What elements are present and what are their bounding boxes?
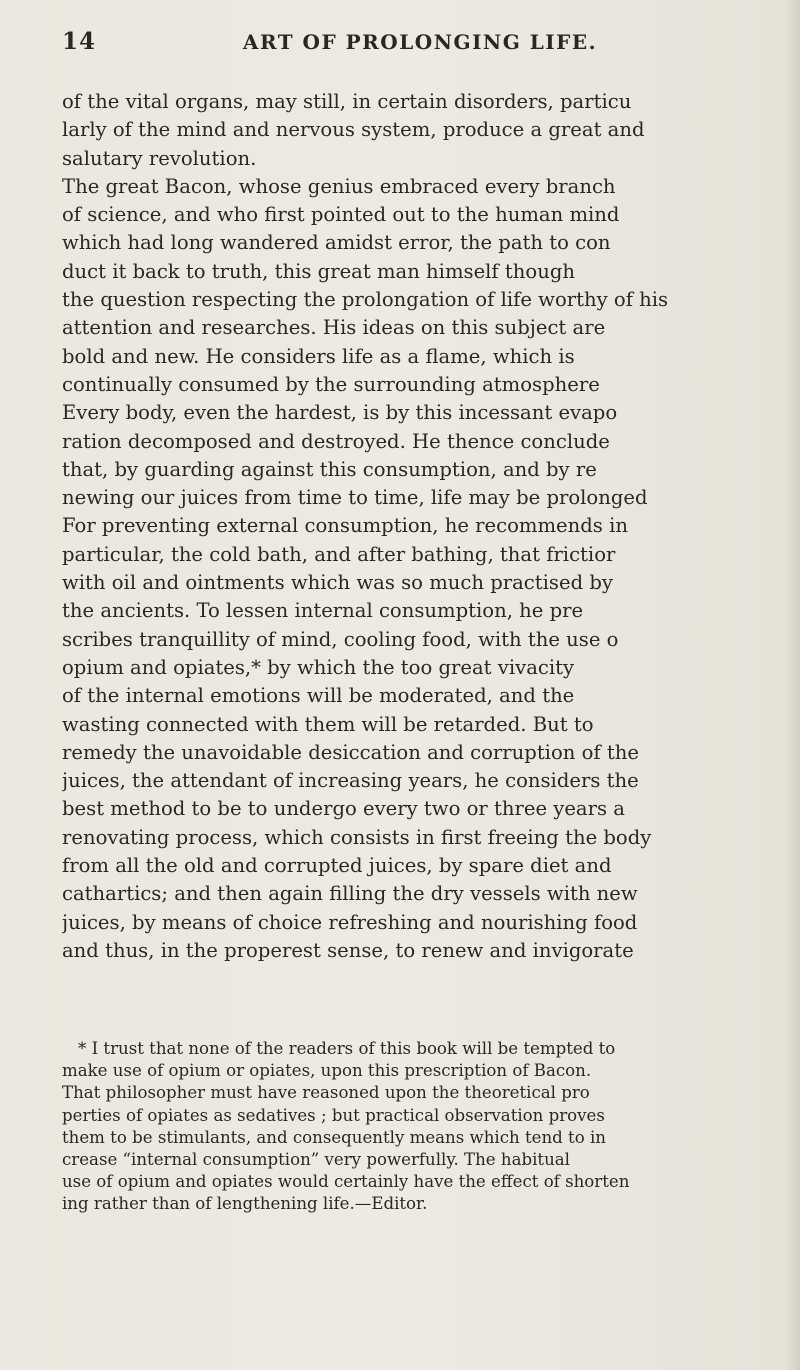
text-line: duct it back to truth, this great man himself though [62, 259, 575, 283]
text-line: larly of the mind and nervous system, produce a great and [62, 118, 645, 142]
footnote-line: use of opium and opiates would certainly have the effect of shorten [62, 1172, 630, 1192]
text-line: newing our juices from time to time, life may be prolonged [62, 486, 648, 510]
text-line: renovating process, which consists in first freeing the body [62, 825, 652, 849]
text-line: Every body, even the hardest, is by this incessant evapo [62, 401, 618, 425]
text-line: from all the old and corrupted juices, by spare diet and [62, 854, 612, 878]
text-line: continually consumed by the surrounding atmosphere [62, 372, 600, 396]
text-line: wasting connected with them will be retarded. But to [62, 712, 594, 736]
text-line: which had long wandered amidst error, the path to con [62, 231, 611, 255]
text-line: juices, by means of choice refreshing and nourishing food [62, 910, 638, 934]
footnote-line: them to be stimulants, and consequently means which tend to in [62, 1127, 606, 1147]
running-head: ART OF PROLONGING LIFE. [242, 30, 598, 54]
page-header [60, 28, 760, 58]
text-line: the question respecting the prolongation of life worthy of his [62, 288, 669, 312]
page-number: 14 [62, 28, 97, 55]
text-line: The great Bacon, whose genius embraced every branch [62, 174, 616, 198]
text-line: of the vital organs, may still, in certain disorders, particu [62, 90, 632, 113]
text-line: of the internal emotions will be moderated, and the [62, 684, 575, 708]
text-line: particular, the cold bath, and after bathing, that frictior [62, 542, 616, 566]
page-edge-shadow [786, 0, 800, 1370]
body-text [62, 88, 762, 965]
text-line: salutary revolution. [62, 146, 257, 170]
text-line: with oil and ointments which was so much practised by [62, 571, 613, 595]
text-line: the ancients. To lessen internal consumption, he pre [62, 599, 584, 623]
text-line: and thus, in the properest sense, to renew and invigorate [62, 938, 634, 962]
footnote-line: crease “internal consumption” very powerfully. The habitual [62, 1149, 570, 1169]
footnote-line: perties of opiates as sedatives ; but practical observation proves [62, 1105, 605, 1125]
text-line: scribes tranquillity of mind, cooling food, with the use o [62, 627, 619, 651]
footnote-line: That philosopher must have reasoned upon the theoretical pro [62, 1083, 590, 1103]
footnote-line: make use of opium or opiates, upon this prescription of Bacon. [62, 1061, 592, 1081]
footnote-line: ing rather than of lengthening life.—Editor. [62, 1194, 428, 1214]
text-line: opium and opiates,* by which the too great vivacity [62, 655, 575, 679]
text-line: cathartics; and then again filling the dry vessels with new [62, 882, 638, 906]
text-line: of science, and who first pointed out to the human mind [62, 203, 620, 227]
text-line: bold and new. He considers life as a flame, which is [62, 344, 575, 368]
text-line: For preventing external consumption, he recommends in [62, 514, 628, 538]
text-line: that, by guarding against this consumption, and by re [62, 457, 597, 481]
text-line: ration decomposed and destroyed. He thence conclude [62, 429, 610, 453]
footnote-line: * I trust that none of the readers of this book will be tempted to [78, 1039, 616, 1058]
text-line: remedy the unavoidable desiccation and corruption of the [62, 740, 639, 764]
text-line: attention and researches. His ideas on this subject are [62, 316, 606, 340]
text-line: best method to be to undergo every two or three years a [62, 797, 625, 821]
footnote [62, 1038, 762, 1216]
text-line: juices, the attendant of increasing years, he considers the [62, 769, 639, 793]
